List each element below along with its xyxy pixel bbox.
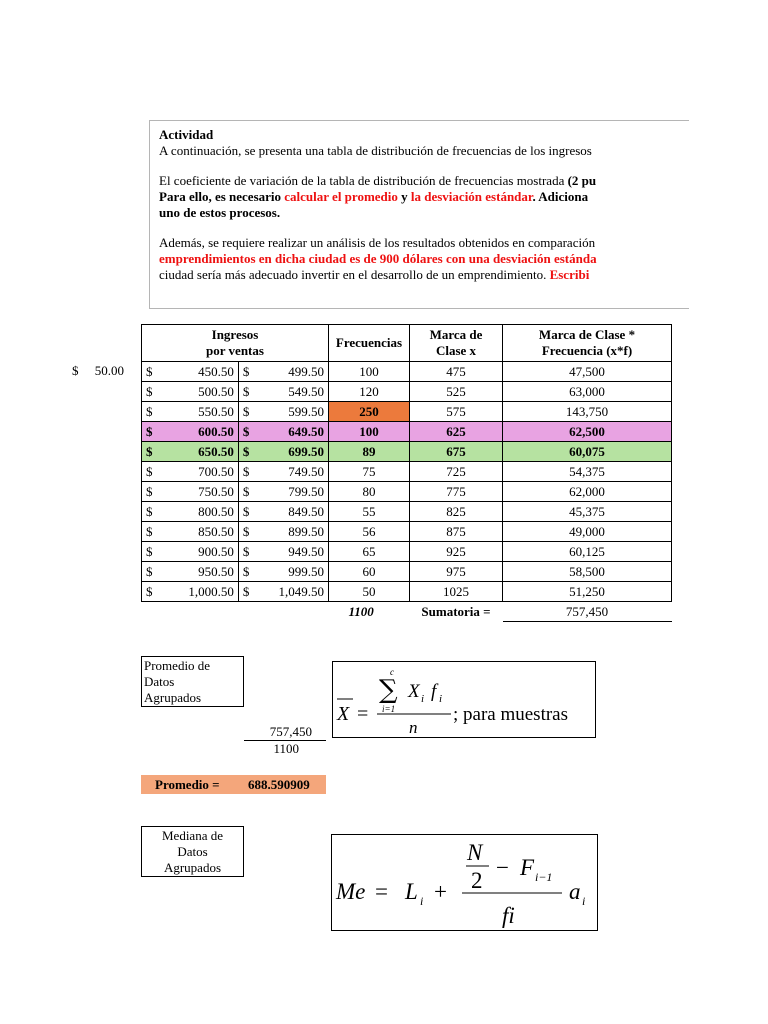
activity-line-1: A continuación, se presenta una tabla de distribución de frecuencias de los ingresos <box>159 143 592 158</box>
currency-symbol: $ <box>238 362 260 382</box>
lower-limit: 850.50 <box>163 522 238 542</box>
median-two: 2 <box>471 868 483 893</box>
mark-times-frequency: 63,000 <box>503 382 672 402</box>
header-marca-frecuencia <box>503 325 672 362</box>
currency-symbol: $ <box>142 502 164 522</box>
mark-times-frequency: 47,500 <box>503 362 672 382</box>
upper-limit: 749.50 <box>260 462 328 482</box>
lower-limit: 500.50 <box>163 382 238 402</box>
activity-text: El coeficiente de variación de la tabla de distribución de frecuencias mostrada <box>159 173 565 188</box>
table-row <box>142 482 672 502</box>
table-row <box>142 582 672 602</box>
class-mark: 475 <box>410 362 503 382</box>
class-mark: 825 <box>410 502 503 522</box>
activity-points: (2 pu <box>567 173 597 188</box>
mean-formula <box>332 661 596 738</box>
activity-line-6: emprendimientos en dicha ciudad es de 900 dólares con una desviación estánda <box>159 251 597 266</box>
header-mxf-1: Marca de Clase * <box>538 327 636 342</box>
median-N: N <box>467 840 483 865</box>
frequency: 75 <box>329 462 410 482</box>
currency-symbol: $ <box>238 522 260 542</box>
header-mxf-2: Frecuencia (x*f) <box>541 343 633 358</box>
mean-f: f <box>431 681 437 702</box>
median-lhs: Me <box>336 879 366 904</box>
currency-symbol: $ <box>142 422 164 442</box>
activity-text: Para ello, es necesario <box>159 189 282 204</box>
sum-label: Sumatoria = <box>421 603 491 619</box>
upper-limit: 1,049.50 <box>260 582 328 602</box>
median-minus: − <box>496 855 509 880</box>
lower-limit: 450.50 <box>163 362 238 382</box>
currency-symbol: $ <box>142 522 164 542</box>
table-row <box>142 382 672 402</box>
currency-symbol: $ <box>238 562 260 582</box>
frequency: 65 <box>329 542 410 562</box>
median-plus: + <box>434 879 447 904</box>
promedio-label: Promedio = <box>155 777 220 792</box>
mark-times-frequency: 45,375 <box>503 502 672 522</box>
header-ingresos-2: por ventas <box>206 343 264 358</box>
activity-text: y <box>401 189 408 204</box>
activity-title: Actividad <box>159 127 214 142</box>
median-a-sub: i <box>582 894 586 908</box>
frequency: 100 <box>329 362 410 382</box>
activity-highlight: calcular el promedio <box>284 189 398 204</box>
currency-symbol: $ <box>142 462 164 482</box>
median-label-3: Agrupados <box>163 860 222 875</box>
currency-symbol: $ <box>238 482 260 502</box>
currency-symbol: $ <box>238 502 260 522</box>
sum-upper: c <box>390 667 394 677</box>
class-mark: 625 <box>410 422 503 442</box>
mean-f-sub: i <box>439 693 443 705</box>
upper-limit: 999.50 <box>260 562 328 582</box>
table-row <box>142 542 672 562</box>
mean-label-2: Datos <box>144 674 175 689</box>
class-mark: 725 <box>410 462 503 482</box>
frequency: 250 <box>329 402 410 422</box>
currency-symbol: $ <box>238 542 260 562</box>
median-formula-graphic <box>332 835 597 930</box>
frequency-table <box>141 324 672 622</box>
mark-times-frequency: 49,000 <box>503 522 672 542</box>
sum-lower: i=1 <box>382 704 396 714</box>
median-L-sub: i <box>420 894 424 908</box>
table-row <box>142 362 672 382</box>
mean-n: n <box>409 718 418 737</box>
lower-limit: 1,000.50 <box>163 582 238 602</box>
class-mark: 675 <box>410 442 503 462</box>
activity-line-7 <box>159 267 689 283</box>
promedio-result <box>141 775 326 794</box>
currency-symbol: $ <box>238 442 260 462</box>
mean-x-sub: i <box>421 693 425 705</box>
mean-label-1: Promedio de <box>144 658 211 673</box>
frequency: 100 <box>329 422 410 442</box>
frequency: 50 <box>329 582 410 602</box>
currency-symbol: $ <box>238 462 260 482</box>
class-mark: 875 <box>410 522 503 542</box>
upper-limit: 849.50 <box>260 502 328 522</box>
table-row <box>142 502 672 522</box>
frequency: 120 <box>329 382 410 402</box>
activity-text: . Adiciona <box>532 189 589 204</box>
sum-row <box>142 602 672 622</box>
lower-limit: 650.50 <box>163 442 238 462</box>
formula-suffix: ; para muestras <box>453 704 569 725</box>
class-mark: 775 <box>410 482 503 502</box>
table-row <box>142 422 672 442</box>
activity-highlight: la desviación estándar <box>410 189 533 204</box>
frequency: 80 <box>329 482 410 502</box>
mark-times-frequency: 62,500 <box>503 422 672 442</box>
mean-label-3: Agrupados <box>144 690 202 705</box>
mark-times-frequency: 60,075 <box>503 442 672 462</box>
class-mark: 575 <box>410 402 503 422</box>
currency-symbol: $ <box>142 362 164 382</box>
upper-limit: 499.50 <box>260 362 328 382</box>
sigma-icon: ∑ <box>379 675 398 705</box>
currency-symbol: $ <box>142 402 164 422</box>
median-a: a <box>569 879 581 904</box>
lower-limit: 550.50 <box>163 402 238 422</box>
upper-limit: 799.50 <box>260 482 328 502</box>
mark-times-frequency: 62,000 <box>503 482 672 502</box>
activity-line-5: Además, se requiere realizar un análisis de los resultados obtenidos en comparación <box>159 235 596 250</box>
class-mark: 1025 <box>410 582 503 602</box>
mean-lhs: X <box>337 703 350 725</box>
table-row <box>142 562 672 582</box>
table-row <box>142 442 672 462</box>
mark-times-frequency: 60,125 <box>503 542 672 562</box>
total-frequency: 1100 <box>348 603 374 619</box>
mark-times-frequency: 58,500 <box>503 562 672 582</box>
mark-times-frequency: 143,750 <box>503 402 672 422</box>
lower-limit: 700.50 <box>163 462 238 482</box>
header-ingresos <box>142 325 329 362</box>
median-label-box <box>141 826 244 877</box>
currency-symbol: $ <box>142 482 164 502</box>
table-header <box>142 325 672 362</box>
median-label-2: Datos <box>177 844 208 859</box>
header-marca-1: Marca de <box>429 327 483 342</box>
header-frecuencias: Frecuencias <box>329 325 410 362</box>
mean-x: X <box>408 681 420 702</box>
header-marca <box>410 325 503 362</box>
table-row <box>142 522 672 542</box>
median-formula <box>331 834 598 931</box>
currency-symbol: $ <box>238 582 260 602</box>
class-mark: 925 <box>410 542 503 562</box>
activity-box <box>149 120 689 309</box>
currency-symbol: $ <box>238 422 260 442</box>
currency-symbol: $ <box>142 442 164 462</box>
currency-symbol: $ <box>142 562 164 582</box>
median-L: L <box>405 879 418 904</box>
fraction-numerator: 757,450 <box>244 724 326 741</box>
mark-times-frequency: 51,250 <box>503 582 672 602</box>
svg-text:=: = <box>357 703 369 725</box>
activity-highlight: Escribi <box>549 267 590 282</box>
class-mark: 975 <box>410 562 503 582</box>
upper-limit: 549.50 <box>260 382 328 402</box>
promedio-value: 688.590909 <box>248 777 310 792</box>
upper-limit: 699.50 <box>260 442 328 462</box>
sum-value: 757,450 <box>503 602 672 622</box>
side-value: $ 50.00 <box>72 363 124 378</box>
lower-limit: 750.50 <box>163 482 238 502</box>
fraction-denominator: 1100 <box>273 741 299 756</box>
class-mark: 525 <box>410 382 503 402</box>
frequency: 56 <box>329 522 410 542</box>
frequency: 55 <box>329 502 410 522</box>
activity-line-3 <box>159 189 689 205</box>
fraction <box>244 724 326 757</box>
activity-text: ciudad sería más adecuado invertir en el desarrollo de un emprendimiento. <box>159 267 547 282</box>
frequency: 60 <box>329 562 410 582</box>
median-label-1: Mediana de <box>161 828 223 843</box>
table-row <box>142 402 672 422</box>
lower-limit: 950.50 <box>163 562 238 582</box>
upper-limit: 899.50 <box>260 522 328 542</box>
header-ingresos-1: Ingresos <box>211 327 259 342</box>
lower-limit: 600.50 <box>163 422 238 442</box>
currency-symbol: $ <box>142 382 164 402</box>
currency-symbol: $ <box>142 582 164 602</box>
header-marca-2: Clase x <box>435 343 477 358</box>
upper-limit: 949.50 <box>260 542 328 562</box>
median-eq: = <box>375 879 388 904</box>
mean-label-box <box>141 656 244 707</box>
mark-times-frequency: 54,375 <box>503 462 672 482</box>
activity-line-2 <box>159 173 689 189</box>
lower-limit: 900.50 <box>163 542 238 562</box>
table-row <box>142 462 672 482</box>
activity-line-4: uno de estos procesos. <box>159 205 281 220</box>
upper-limit: 649.50 <box>260 422 328 442</box>
median-fi: fi <box>502 903 515 928</box>
currency-symbol: $ <box>238 402 260 422</box>
mean-formula-graphic <box>333 662 595 737</box>
currency-symbol: $ <box>142 542 164 562</box>
lower-limit: 800.50 <box>163 502 238 522</box>
frequency: 89 <box>329 442 410 462</box>
median-F: F <box>520 855 535 880</box>
median-F-sub: i−1 <box>535 870 553 884</box>
currency-symbol: $ <box>238 382 260 402</box>
upper-limit: 599.50 <box>260 402 328 422</box>
